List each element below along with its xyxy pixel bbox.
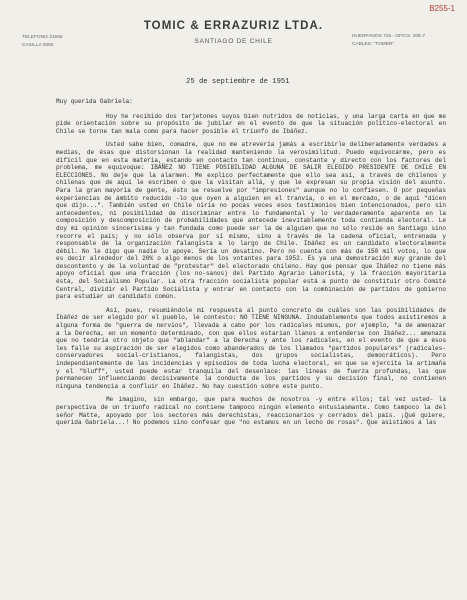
company-name: TOMIC & ERRAZURIZ LTDA.: [143, 20, 324, 32]
letter-date: 25 de septiembre de 1951: [186, 78, 290, 86]
city-line: SANTIAGO DE CHILE: [194, 38, 273, 45]
paragraph-4: Me imagino, sin embargo, que para muchos de nosotros -y entre ellos; tal vez usted- la perspectiva de un triunfo radical no contiene tampoco ningún elemento entusiasmante. Como tampoco la del señor Matte, apoyado por los sectores más derechistas, reaccionarios y cerrados del país. ¡Qué quiere, querida Gabriela...! No podemos sino confesar que "no estamos en un lecho de rosas". Que asistimos a las: [56, 396, 446, 427]
address-line: HUERFANOS 725 - OFICS. 205-7: [351, 34, 425, 39]
paragraph-2: Usted sabe bien, comadre, que no me atrevería jamás a escribirle deliberadamente verdades a medias, de ésas que distorsionan la realidad manteniendo la verosimilitud. Puedo equivocarme, pero es difícil que en esta materia, estando en contacto tan continuo, constante y directo con los factores del problema, me equivoque: IBÁÑEZ NO TIENE POSIBILIDAD ALGUNA DE SALIR ELEGIDO PRESIDENTE DE CHILE EN ELECCIONES. No deje que la alarmen. Me explico perfectamente que ello sea así, a través de chilenos y chilenas que de aquí le escriben o que la visitan allá, y que le expresan su propia visión del asunto. Para la gran mayoría de gente, ésto se resuelve por "impresiones" aunque no lo confiesen. O por pequeñas experiencias de ámbito reducido -lo que oyen a alguien en el tranvía, o en el mercado, o de aquí "dicen que dijo...". También usted en Chile oiría no pocas veces esos testimonios bien intencionados, pero sin antecedentes, ni posibilidad de discriminar entre lo fundamental y lo verdaderamente aparente en la composición y descomposición de probabilidades que antecede inevitablemente toda contienda electoral. Le doy mi opinión sincerísima y tan fundada como puede ser la de alguien que no sólo reside en Santiago sino recorre el país; y no sólo observa por sí mismo, sino a través de la cadena oficial, entrenada y responsable de la organización falangista a lo largo de Chile. Ibáñez es un candidato electoralmente débil. No le digo que nadie lo apoye. Sería un desatino. Pero no cuenta con más de 150 mil votos, lo que es decir alrededor del 20% o algo menos de los votantes para 1952. Es ya una demostración muy grande del descontento y de la voluntad de "protestar" del electorado chileno. Hay que pensar que Ibáñez no tiene más apoyo oficial que una fracción (los no-sanos) del Partido Agrario Laborista, y la fracción mayoritaria ésta, del Socialismo Popular. La otra fracción socialista popular está a punto de constituir otro Comité Central, dividir el Partido Socialista y entrar en contacto con la combinación de partidos de gobierno para estudiar un candidato común.: [56, 141, 446, 301]
paragraph-3: Así, pues, resumiéndole mi respuesta al punto concreto de cuáles son las posibilidades de Ibáñez de ser elegido por el pueblo, le contesto: NO TIENE NINGUNA. Indudablemente que todos asistiremos a alguna forma de "guerra de nervios", llevada a cabo por los radicales mismos, por ejemplo, "a de amenazar a la Derecha, en un momento determinado, con que ellos estarían llanos a entenderse con Ibáñez... amenaza que no tendría otro objeto que "ablandar" a la Derecha y ante los radicales, en el evento de que a ésos les falle su aspiración de ser elegidos como abanderados de los llamados "partidos populares" (radicales-conservadores social-cristianos, falangistas, dos grupos socialistas, democráticos). Pero independientemente de las incidencias y episodios de toda lucha electoral, en que se ejercita la artimaña y el "bluff", usted puede estar tranquila del desenlace: las líneas de fuerza profundas, las que permanecen influenciando decisivamente la conducta de los partidos y su decisión final, no contienen ninguna tendencia a confluir en Ibáñez. No hay cuestión sobre este punto.: [56, 306, 446, 390]
cables-line: CABLES: "TOMER": [351, 42, 395, 47]
salutation: Muy querida Gabriela:: [56, 98, 133, 105]
archive-stamp: B255-1: [429, 4, 455, 13]
letter-body: [56, 98, 446, 433]
letterhead-right: [352, 33, 425, 49]
phone-line: TELEFONO 31555: [22, 35, 63, 40]
paragraph-1: Hoy he recibido dos tarjetones suyos bien nutridos de noticias, y una larga carta en que me pide orientación sobre su propósito de jubilar en el evento de que la situación político-electoral en Chile se torne tan mala como para hacer posible el triunfo de Ibáñez.: [56, 112, 446, 135]
mailbox-line: CASILLA 3060: [22, 43, 54, 48]
